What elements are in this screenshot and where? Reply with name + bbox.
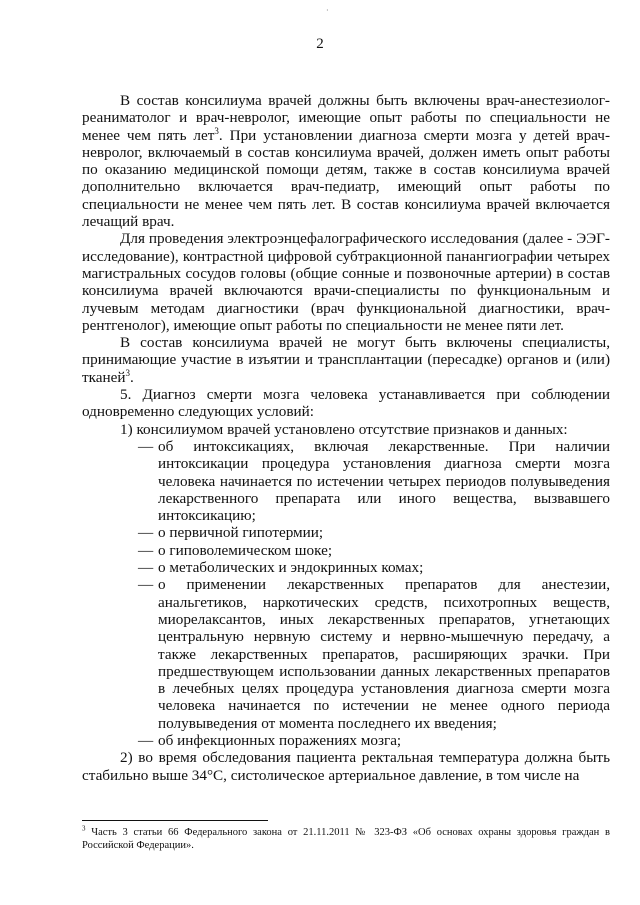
paragraph-council-composition <box>82 92 610 230</box>
list-item <box>82 542 610 559</box>
list-item <box>82 732 610 749</box>
paragraph-subitem-2: 2) во время обследования пациента ректальная температура должна быть стабильно выше 34°С, систолическое артериальное давление, в том числе на <box>82 749 610 784</box>
dash-marker: — <box>138 437 154 455</box>
dash-marker: — <box>138 541 154 559</box>
list-item <box>82 438 610 524</box>
footnote-ref[interactable]: 3 <box>125 367 131 378</box>
footnote-text: Часть 3 статьи 66 Федерального закона от 21.11.2011 № 323-ФЗ «Об основах охраны здоровья граждан в Российской Федерации». <box>82 827 610 851</box>
paragraph-exclusion <box>82 334 610 386</box>
footnote-marker: 3 <box>82 824 86 833</box>
scan-mark: · <box>326 6 329 15</box>
list-item <box>82 559 610 576</box>
paragraph-text: . При установлении диагноза смерти мозга у детей врач-невролог, включаемый в состав консилиума врачей, должен иметь опыт работы по оказанию медицинской помощи детям, также в состав консилиума врачей дополнительно включается врач-педиатр, имеющий опыт работы по специальности не менее чем пять лет. В состав консилиума врачей включается лечащий врач. <box>82 126 610 231</box>
list-item-text: о гиповолемическом шоке; <box>158 541 333 559</box>
footnote-ref[interactable]: 3 <box>214 125 219 136</box>
list-item-text: о метаболических и эндокринных комах; <box>158 559 424 577</box>
page-number: 2 <box>316 36 324 52</box>
document-body <box>82 92 610 784</box>
paragraph-text: В состав консилиума врачей должны быть включены врач-анестезиолог-реаниматолог и врач-невролог, имеющие опыт работы по специальности не менее чем пять лет <box>82 92 610 144</box>
paragraph-item-5: 5. Диагноз смерти мозга человека устанавливается при соблюдении одновременно следующих условий: <box>82 386 610 421</box>
list-item-text: о применении лекарственных препаратов для анестезии, анальгетиков, наркотических средств, психотропных веществ, миорелаксантов, иных лекарственных препаратов, угнетающих центральную нервную систему и нервно-мышечную передачу, а также лекарственных препаратов, расширяющих зрачки. При предшествующем использовании данных лекарственных препаратов в лечебных целях процедура установления диагноза смерти мозга человека начинается по истечении не менее одного периода полувыведения от момента последнего их введения; <box>158 576 610 732</box>
dash-marker: — <box>138 576 154 594</box>
dash-marker: — <box>138 524 154 542</box>
list-item-text: об инфекционных поражениях мозга; <box>158 731 402 749</box>
footnote-divider <box>82 820 268 821</box>
paragraph-text: В состав консилиума врачей не могут быть включены специалисты, принимающие участие в изъятии и трансплантации (пересадке) органов и (или) тканей <box>82 334 610 386</box>
list-item <box>82 576 610 732</box>
footnote <box>82 826 610 852</box>
paragraph-subitem-1: 1) консилиумом врачей установлено отсутствие признаков и данных: <box>120 420 568 438</box>
list-item-text: об интоксикациях, включая лекарственные. При наличии интоксикации процедура установления диагноза смерти мозга человека начинается по истечении четырех периодов полувыведения лекарственного препарата или иного вещества, вызвавшего интоксикацию; <box>158 437 610 525</box>
dash-marker: — <box>138 559 154 577</box>
list-item <box>82 524 610 541</box>
dash-marker: — <box>138 731 154 749</box>
paragraph-eeg: Для проведения электроэнцефалографического исследования (далее - ЭЭГ-исследование), контрастной цифровой субтракционной панангиографии четырех магистральных сосудов головы (общие сонные и позвоночные артерии) в состав консилиума врачей включаются врачи-специалисты по функциональным и лучевым методам диагностики (врач функциональной диагностики, врач-рентгенолог), имеющие опыт работы по специальности не менее пяти лет. <box>82 230 610 334</box>
list-item-text: о первичной гипотермии; <box>158 524 324 542</box>
paragraph-text: . <box>130 368 134 386</box>
